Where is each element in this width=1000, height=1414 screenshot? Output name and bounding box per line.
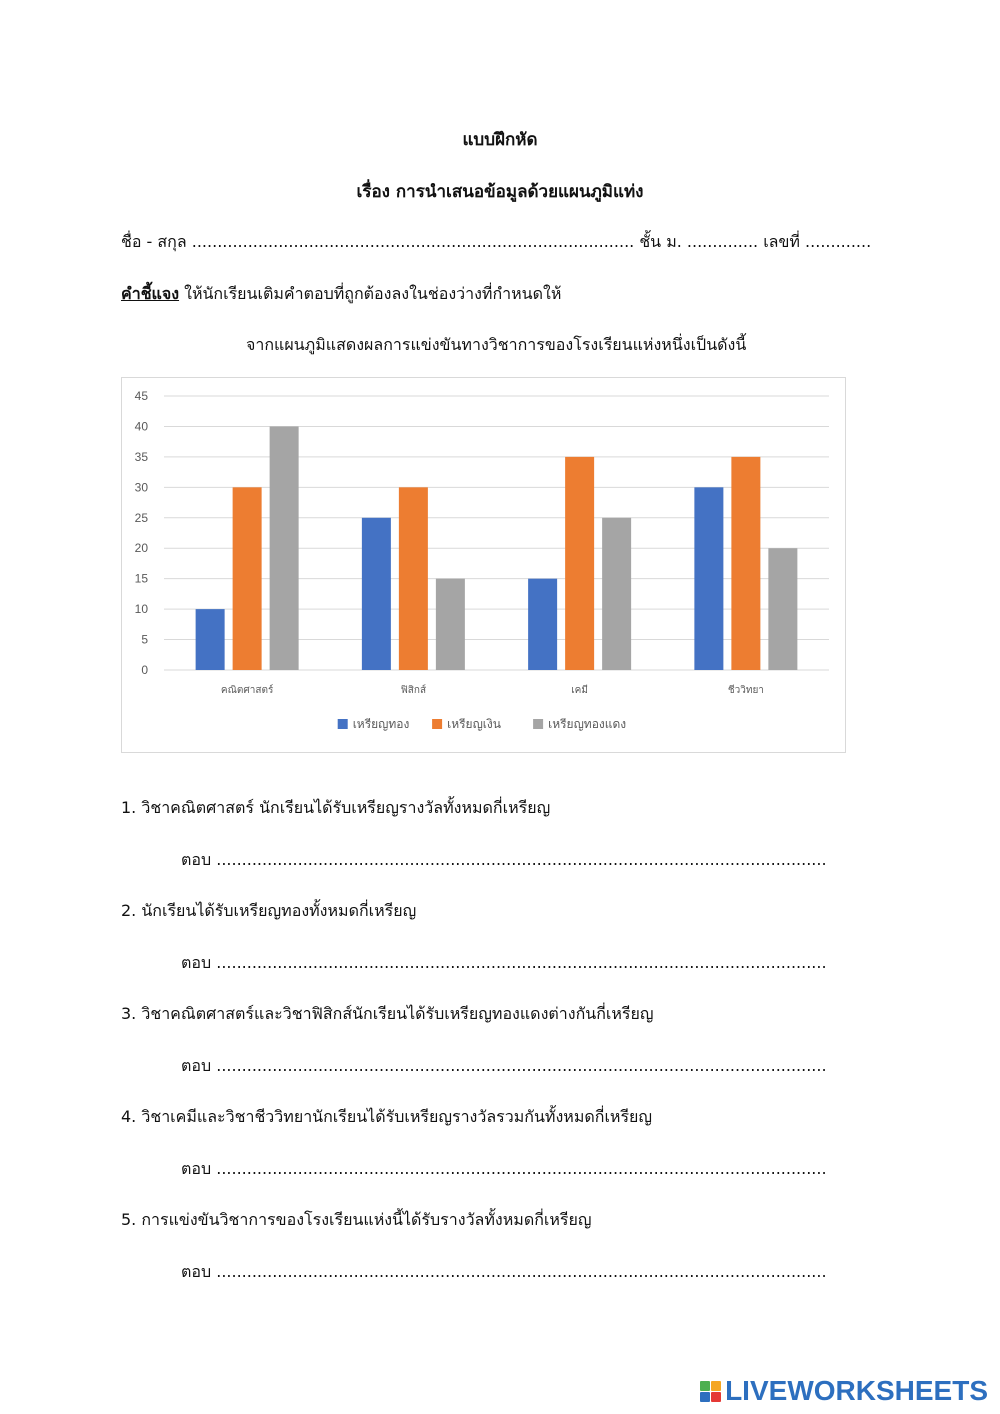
legend-label: เหรียญเงิน — [447, 717, 501, 731]
bar — [399, 487, 428, 670]
bar — [362, 518, 391, 670]
y-tick-label: 15 — [134, 571, 148, 586]
y-tick-label: 0 — [141, 663, 148, 677]
x-tick-label: คณิตศาสตร์ — [220, 685, 274, 696]
name-line: ชื่อ - สกุล ....................................................................................... ชั้น ม. .............. เลขที่ ............. — [121, 232, 872, 251]
legend-label: เหรียญทอง — [352, 717, 410, 731]
bar-chart — [122, 378, 845, 752]
question-3: 3. วิชาคณิตศาสตร์และวิชาฟิสิกส์นักเรียนได้รับเหรียญทองแดงต่างกันกี่เหรียญ — [121, 1004, 654, 1023]
y-tick-label: 5 — [141, 632, 148, 647]
question-5: 5. การแข่งขันวิชาการของโรงเรียนแห่งนี้ได้รับรางวัลทั้งหมดกี่เหรียญ — [121, 1210, 592, 1229]
answer-line-2[interactable]: ตอบ ........................................................................................................................ — [181, 953, 827, 972]
legend-swatch — [432, 719, 442, 729]
legend-swatch — [338, 719, 348, 729]
x-tick-label: เคมี — [571, 685, 588, 696]
y-tick-label: 30 — [134, 480, 148, 495]
bar — [528, 579, 557, 670]
liveworksheets-logo — [700, 1374, 988, 1408]
chart-container — [121, 377, 846, 753]
worksheet-subtitle: เรื่อง การนำเสนอข้อมูลด้วยแผนภูมิแท่ง — [356, 182, 644, 202]
bar — [565, 457, 594, 670]
bar — [270, 426, 299, 670]
bar — [731, 457, 760, 670]
y-tick-label: 35 — [134, 449, 148, 464]
chart-caption: จากแผนภูมิแสดงผลการแข่งขันทางวิชาการของโรงเรียนแห่งหนึ่งเป็นดังนี้ — [246, 335, 747, 354]
y-tick-label: 40 — [134, 419, 148, 434]
bar — [436, 579, 465, 670]
bar — [768, 548, 797, 670]
logo-icon-tile — [711, 1392, 721, 1402]
x-tick-label: ฟิสิกส์ — [400, 685, 427, 696]
worksheet-title: แบบฝึกหัด — [462, 130, 538, 150]
question-1: 1. วิชาคณิตศาสตร์ นักเรียนได้รับเหรียญรางวัลทั้งหมดกี่เหรียญ — [121, 798, 551, 817]
logo-text: LIVEWORKSHEETS — [725, 1375, 988, 1406]
answer-line-4[interactable]: ตอบ ........................................................................................................................ — [181, 1159, 827, 1178]
question-2: 2. นักเรียนได้รับเหรียญทองทั้งหมดกี่เหรียญ — [121, 901, 417, 920]
logo-icon-tile — [711, 1381, 721, 1391]
logo-icon-tile — [700, 1381, 710, 1391]
legend-swatch — [533, 719, 543, 729]
instruction-text: ให้นักเรียนเติมคำตอบที่ถูกต้องลงในช่องว่างที่กำหนดให้ — [179, 284, 562, 303]
bar — [694, 487, 723, 670]
question-4: 4. วิชาเคมีและวิชาชีววิทยานักเรียนได้รับเหรียญรางวัลรวมกันทั้งหมดกี่เหรียญ — [121, 1107, 653, 1126]
answer-line-3[interactable]: ตอบ ........................................................................................................................ — [181, 1056, 827, 1075]
liveworksheets-logo-icon — [700, 1381, 721, 1402]
y-tick-label: 20 — [134, 541, 148, 556]
instruction-label: คำชี้แจง — [121, 284, 180, 303]
y-tick-label: 10 — [134, 602, 148, 617]
legend-label: เหรียญทองแดง — [548, 717, 627, 731]
answer-line-1[interactable]: ตอบ ........................................................................................................................ — [181, 850, 827, 869]
bar — [602, 518, 631, 670]
y-tick-label: 45 — [134, 389, 148, 403]
answer-line-5[interactable]: ตอบ ........................................................................................................................ — [181, 1262, 827, 1281]
y-tick-label: 25 — [134, 510, 148, 525]
instruction — [121, 282, 561, 307]
bar — [196, 609, 225, 670]
bar — [233, 487, 262, 670]
x-tick-label: ชีววิทยา — [727, 685, 764, 696]
logo-icon-tile — [700, 1392, 710, 1402]
